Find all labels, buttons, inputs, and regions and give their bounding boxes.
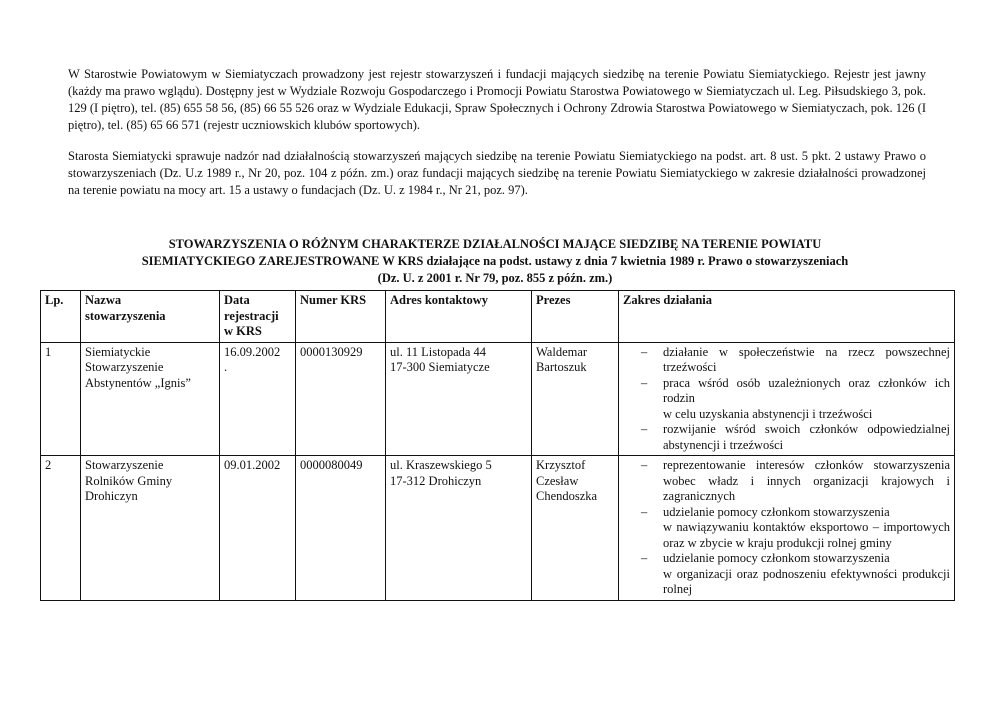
dash-bullet-icon: – <box>641 422 648 436</box>
row-name: Stowarzyszenie Rolników Gminy Drohiczyn <box>81 456 220 601</box>
scope-item-text: działanie w społeczeństwie na rzecz powszechnej trzeźwości <box>663 344 950 374</box>
scope-item <box>623 505 950 552</box>
intro-paragraph-supervision: Starosta Siemiatycki sprawuje nadzór nad działalnością stowarzyszeń mających siedzibę na terenie Powiatu Siemiatyckiego na podst. art. 8 ust. 5 pkt. 2 ustawy Prawo o stowarzyszeniach (Dz. U.z 1989 r., Nr 20, poz. 104 z późn. zm.) oraz fundacji mających siedzibę na terenie Powiatu Siemiatyckiego w zakresie działalności prowadzonej na terenie powiatu na mocy art. 15 a ustawy o fundacjach (Dz. U. z 1984 r., Nr 21, poz. 97). <box>68 149 926 197</box>
header-date: Data rejestracji w KRS <box>220 291 296 343</box>
dash-bullet-icon: – <box>641 504 648 519</box>
table-row <box>41 342 955 456</box>
row-address: ul. Kraszewskiego 5 17-312 Drohiczyn <box>386 456 532 601</box>
header-scope: Zakres działania <box>619 291 955 343</box>
row-scope <box>619 342 955 456</box>
row-krs: 0000130929 <box>296 342 386 456</box>
scope-item <box>623 458 950 505</box>
table-row <box>41 456 955 601</box>
scope-item-text: praca wśród osób uzależnionych oraz członków ich rodzin w celu uzyskania abstynencji i trzeźwości <box>663 375 950 421</box>
dash-bullet-icon: – <box>641 375 648 390</box>
row-lp: 1 <box>41 342 81 456</box>
row-lp: 2 <box>41 456 81 601</box>
scope-item <box>623 376 950 423</box>
table-header-row <box>41 291 955 343</box>
scope-item <box>623 422 950 453</box>
row-president: Waldemar Bartoszuk <box>532 342 619 456</box>
row-krs: 0000080049 <box>296 456 386 601</box>
scope-item-text: udzielanie pomocy członkom stowarzyszenia w organizacji oraz podnoszeniu efektywności produkcji rolnej <box>663 551 950 596</box>
scope-item-text: udzielanie pomocy członkom stowarzyszenia w nawiązywaniu kontaktów eksportowo – importowych oraz w zbycie w kraju produkcji rolnej gminy <box>663 504 950 550</box>
dash-bullet-icon: – <box>641 344 648 359</box>
row-name: Siemiatyckie Stowarzyszenie Abstynentów „Ignis” <box>81 342 220 456</box>
header-krs: Numer KRS <box>296 291 386 343</box>
scope-item <box>623 551 950 598</box>
header-president: Prezes <box>532 291 619 343</box>
row-date: 09.01.2002 <box>220 456 296 601</box>
header-address: Adres kontaktowy <box>386 291 532 343</box>
scope-item <box>623 345 950 376</box>
header-lp: Lp. <box>41 291 81 343</box>
heading-line-1: STOWARZYSZENIA O RÓŻNYM CHARAKTERZE DZIAŁALNOŚCI MAJĄCE SIEDZIBĘ NA TERENIE POWIATU <box>168 237 822 251</box>
header-name: Nazwa stowarzyszenia <box>81 291 220 343</box>
row-address: ul. 11 Listopada 44 17-300 Siemiatycze <box>386 342 532 456</box>
row-scope <box>619 456 955 601</box>
dash-bullet-icon: – <box>641 458 648 472</box>
heading-line-3: (Dz. U. z 2001 r. Nr 79, poz. 855 z późn. zm.) <box>377 271 613 285</box>
scope-item-text: rozwijanie wśród swoich członków odpowiedzialnej abstynencji i trzeźwości <box>663 422 950 452</box>
heading-line-2: SIEMIATYCKIEGO ZAREJESTROWANE W KRS działające na podst. ustawy z dnia 7 kwietnia 1989 r. Prawo o stowarzyszeniach <box>141 254 849 268</box>
intro-paragraph-registry: W Starostwie Powiatowym w Siemiatyczach prowadzony jest rejestr stowarzyszeń i fundacji mających siedzibę na terenie Powiatu Siemiatyckiego. Rejestr jest jawny (każdy ma prawo wglądu). Dostępny jest w Wydziale Rozwoju Gospodarczego i Promocji Powiatu Starostwa Powiatowego w Siemiatyczach ul. Leg. Piłsudskiego 3, pok. 129 (I piętro), tel. (85) 655 58 56, (85) 66 55 526 oraz w Wydziale Edukacji, Spraw Społecznych i Ochrony Zdrowia Starostwa Powiatowego w Siemiatyczach, pok. 126 (I piętro), tel. (85) 65 66 571 (rejestr uczniowskich klubów sportowych). <box>68 67 926 132</box>
row-president: Krzysztof Czesław Chendoszka <box>532 456 619 601</box>
scope-item-text: reprezentowanie interesów członków stowarzyszenia wobec władz i innych organizacji krajowych i zagranicznych <box>663 458 950 503</box>
row-date: 16.09.2002 . <box>220 342 296 456</box>
section-heading <box>40 236 950 287</box>
associations-table <box>40 290 955 601</box>
scope-list <box>623 345 950 454</box>
dash-bullet-icon: – <box>641 551 648 565</box>
scope-list <box>623 458 950 598</box>
